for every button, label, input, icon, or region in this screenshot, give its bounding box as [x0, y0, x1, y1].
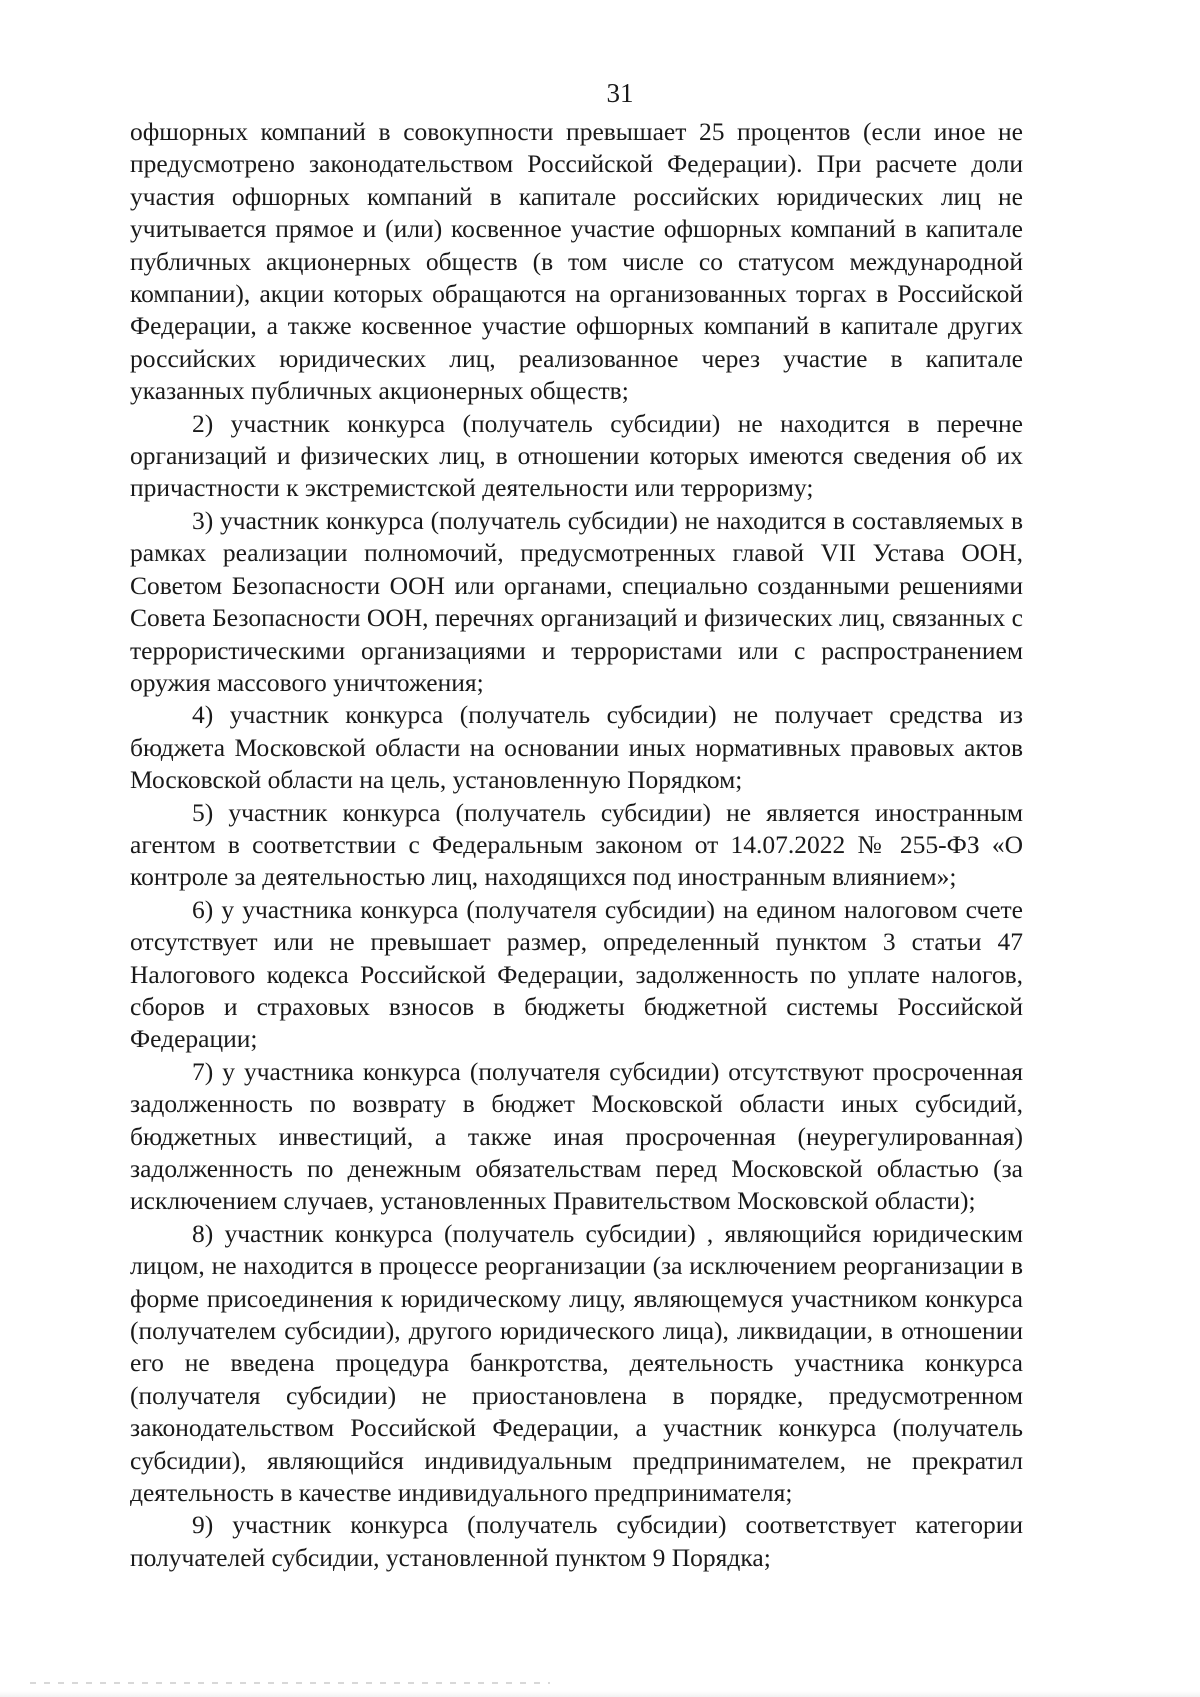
paragraph-item-6: 6) у участника конкурса (получателя субсидии) на едином налоговом счете отсутствует или не превышает размер, определенный пунктом 3 статьи 47 Налогового кодекса Российской Федерации, задолженность по уплате налогов, сборов и страховых взносов в бюджеты бюджетной системы Российской Федерации;	[130, 894, 1023, 1054]
document-body	[130, 116, 1023, 1574]
paragraph-item-8: 8) участник конкурса (получатель субсидии) , являющийся юридическим лицом, не находится в процессе реорганизации (за исключением реорганизации в форме присоединения к юридическому лицу, являющемуся участником конкурса (получателем субсидии), другого юридического лица), ликвидации, в отношении его не введена процедура банкротства, деятельность участника конкурса (получателя субсидии) не приостановлена в порядке, предусмотренном законодательством Российской Федерации, а участник конкурса (получатель субсидии), являющийся индивидуальным предпринимателем, не прекратил деятельность в качестве индивидуального предпринимателя;	[130, 1218, 1023, 1508]
paragraph-item-7: 7) у участника конкурса (получателя субсидии) отсутствуют просроченная задолженность по возврату в бюджет Московской области иных субсидий, бюджетных инвестиций, а также иная просроченная (неурегулированная) задолженность по денежным обязательствам перед Московской областью (за исключением случаев, установленных Правительством Московской области);	[130, 1056, 1023, 1216]
paragraph-continuation: офшорных компаний в совокупности превышает 25 процентов (если иное не предусмотрено законодательством Российской Федерации). При расчете доли участия офшорных компаний в капитале российских юридических лиц не учитывается прямое и (или) косвенное участие офшорных компаний в капитале публичных акционерных обществ (в том числе со статусом международной компании), акции которых обращаются на организованных торгах в Российской Федерации, а также косвенное участие офшорных компаний в капитале других российских юридических лиц, реализованное через участие в капитале указанных публичных акционерных обществ;	[130, 117, 1023, 406]
paragraph-item-5: 5) участник конкурса (получатель субсидии) не является иностранным агентом в соответствии с Федеральным законом от 14.07.2022 № 255-ФЗ «О контроле за деятельностью лиц, находящихся под иностранным влиянием»;	[130, 797, 1023, 892]
paragraph-item-2: 2) участник конкурса (получатель субсидии) не находится в перечне организаций и физических лиц, в отношении которых имеются сведения об их причастности к экстремистской деятельности или терроризму;	[130, 408, 1023, 503]
page-number: 31	[606, 78, 634, 108]
scan-artifact	[30, 1682, 550, 1684]
paragraph-item-4: 4) участник конкурса (получатель субсидии) не получает средства из бюджета Московской области на основании иных нормативных правовых актов Московской области на цель, установленную Порядком;	[130, 700, 1023, 795]
paragraph-item-3: 3) участник конкурса (получатель субсидии) не находится в составляемых в рамках реализации полномочий, предусмотренных главой VII Устава ООН, Советом Безопасности ООН или органами, специально созданными решениями Совета Безопасности ООН, перечнях организаций и физических лиц, связанных с террористическими организациями и террористами или с распространением оружия массового уничтожения;	[130, 505, 1023, 697]
scan-edge	[0, 1691, 1200, 1697]
paragraph-item-9: 9) участник конкурса (получатель субсидии) соответствует категории получателей субсидии, установленной пунктом 9 Порядка;	[130, 1510, 1023, 1572]
